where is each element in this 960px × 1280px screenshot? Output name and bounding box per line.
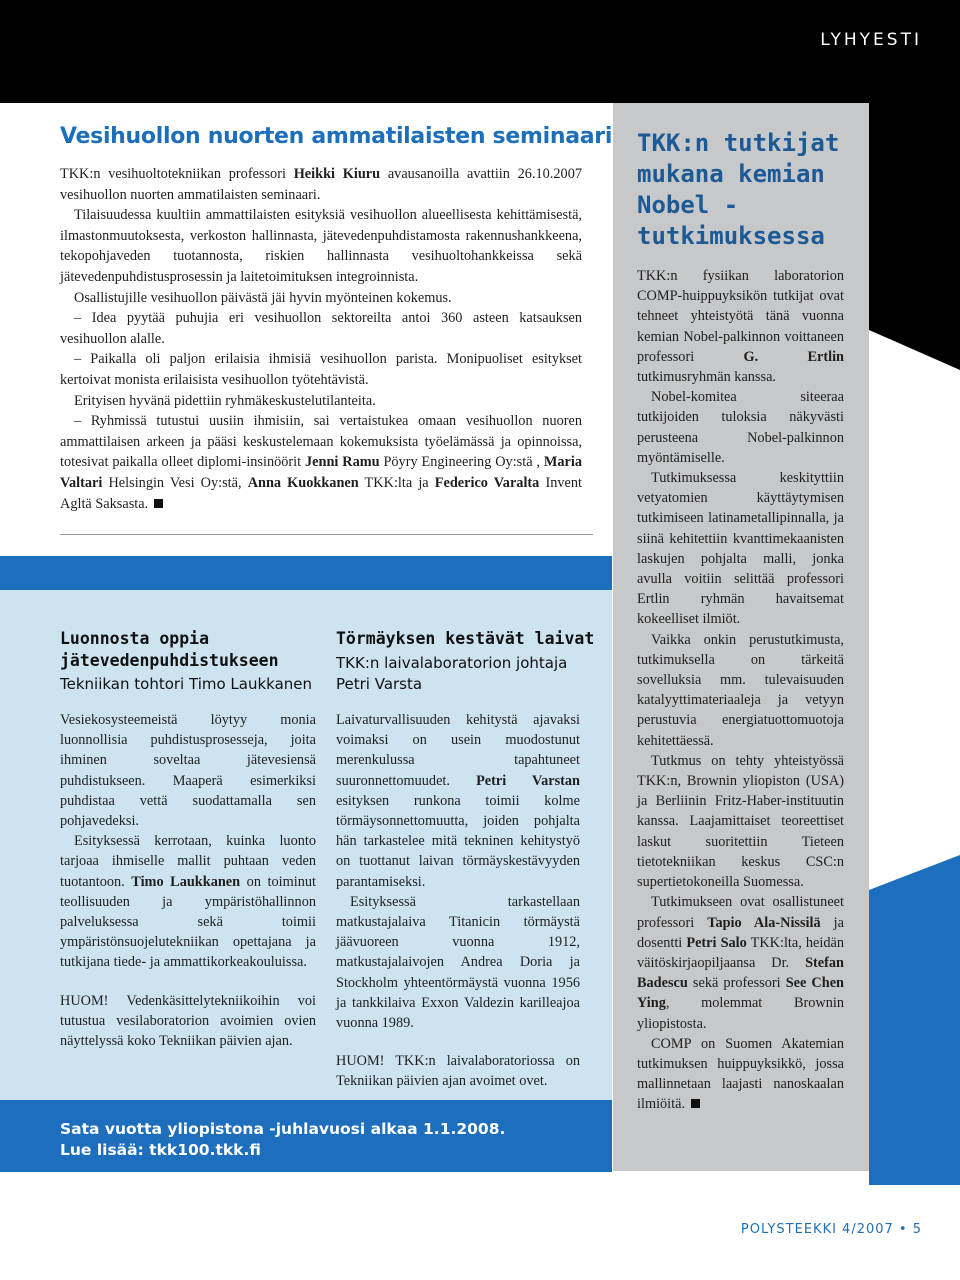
sidebar-paragraph: Tutkimukseen ovat osallistuneet professori Tapio Ala-Nissilä ja dosentti Petri Salo TKK:lta, heidän väitöskirjaopiljaansa Dr. Stefan Badescu sekä professori See Chen Ying, molemmat Brownin yliopistosta. — [637, 894, 844, 1032]
sidebar-paragraph: Tutkmus on tehty yhteistyössä TKK:n, Brownin yliopiston (USA) ja Berliinin Fritz-Haber-instituutin kanssa. Laajamittaiset teoreettiset laskut suoritettiin Tieteen tietotekniikan keskus CSC:n supertietokoneilla Suomessa. — [637, 752, 844, 891]
box-left-subtitle: Tekniikan tohtori Timo Laukkanen — [60, 675, 313, 693]
end-mark-icon — [691, 1099, 700, 1108]
sidebar-title: TKK:n tutkijat mukana kemian Nobel -tutkimuksessa — [637, 129, 840, 250]
end-mark-icon — [154, 499, 163, 508]
box-paragraph: Esityksessä tarkastellaan matkustajalaiva Titanicin törmäystä jäävuoreen vuonna 1912, matkustajalaivojen Andrea Doria ja Stockholm yhteentörmäystä vuonna 1956 ja tankkilaiva Exxon Valdezin karilleajoa vuonna 1989. — [336, 893, 580, 1032]
box-right-subtitle: TKK:n laivalaboratorion johtaja Petri Varsta — [336, 654, 568, 693]
article-paragraph: – Idea pyytää puhujia eri vesihuollon sektoreilta antoi 360 asteen katsauksen vesihuollon alalle. — [60, 310, 582, 347]
sidebar-paragraph: Nobel-komitea siteeraa tutkijoiden tuloksia näkyvästi perusteena Nobel-palkinnon myöntämiselle. — [637, 389, 844, 466]
article-body — [60, 164, 582, 514]
article-title: Vesihuollon nuorten ammatilaisten seminaari — [60, 124, 613, 149]
footer-banner-link[interactable]: Lue lisää: tkk100.tkk.fi — [60, 1141, 261, 1159]
page-footer: POLYSTEEKKI 4/2007 • 5 — [740, 1222, 922, 1237]
sidebar-paragraph: TKK:n fysiikan laboratorion COMP-huippuyksikön tutkijat ovat tehneet yhteistyötä tänä vuonna kemian Nobel-palkinnon voittaneen professori G. Ertlin tutkimusryhmän kanssa. — [637, 268, 844, 386]
blue-band — [0, 556, 612, 590]
article-paragraph: – Ryhmissä tutustui uusiin ihmisiin, sai vertaistukea omaan vesihuollon nuoren ammattilaisen arkeen ja pääsi keskustelemaan kokemuksista työelämässä ja opinnoissa, totesivat paikalla olleet diplomi-insinöörit Jenni Ramu Pöyry Engineering Oy:stä , Maria Valtari Helsingin Vesi Oy:stä, Anna Kuokkanen TKK:lta ja Federico Varalta Invent Agltä Saksasta. — [60, 413, 582, 512]
box-right-body — [336, 710, 580, 1092]
box-right-title: Törmäyksen kestävät laivat — [336, 629, 595, 648]
article-paragraph: Tilaisuudessa kuultiin ammattilaisten esityksiä vesihuollon alueellisesta kehittämisestä, ilmastonmuutoksesta, verkoston hallinnasta, jätevedenpuhdistamosta rakennushankkeena, tekopohjaveden tuotannosta, riskien hallinnasta vesihuoltohankkeissa sekä jätevedenpuhdistusprosessin ja laitetoimituksen integroinnista. — [60, 207, 582, 285]
section-label: LYHYESTI — [820, 30, 922, 50]
article-paragraph: TKK:n vesihuoltotekniikan professori Heikki Kiuru avausanoilla avattiin 26.10.2007 vesihuollon nuorten ammatilaisten seminaari. — [60, 166, 582, 203]
box-paragraph: HUOM! Vedenkäsittelytekniikoihin voi tutustua vesilaboratorion avoimien ovien näyttelyssä koko Tekniikan päivien ajan. — [60, 992, 316, 1050]
box-paragraph: Vesiekosysteemeistä löytyy monia luonnollisia puhdistusprosesseja, joita ihminen soveltaa jätevesiensä puhdistukseen. Maaperä esimerkiksi puhdistaa vettä suodattamalla sen pohjavedeksi. — [60, 712, 316, 830]
sidebar-paragraph: Tutkimuksessa keskityttiin vetyatomien käyttäytymisen tutkimiseen latinametallipinnalla, ja siinä kehitettiin kvanttimekaanisten laskujen pohjalta malli, jonka avulla voitiin selittää professori Ertlin ryhmän havaitsemat kokeelliset ilmiöt. — [637, 470, 844, 628]
sidebar-paragraph: Vaikka onkin perustutkimusta, tutkimuksella on tärkeitä sovelluksia mm. tulevaisuuden katalyyttimateriaaleja ja vetyyn perustuvia energiatuottomuotoja kehitettäessä. — [637, 631, 844, 749]
sidebar-paragraph: COMP on Suomen Akatemian tutkimuksen huippuyksikkö, jossa mallinnetaan laajasti nanoskaalan ilmiöitä. — [637, 1035, 844, 1113]
article-paragraph: Osallistujille vesihuollon päivästä jäi hyvin myönteinen kokemus. — [74, 289, 452, 306]
top-black-bar — [0, 0, 960, 103]
article-paragraph: Erityisen hyvänä pidettiin ryhmäkeskustelutilanteita. — [74, 392, 376, 409]
sidebar-body — [637, 266, 844, 1115]
divider — [60, 534, 593, 535]
box-left-title: Luonnosta oppia jätevedenpuhdistukseen — [60, 629, 279, 670]
footer-banner-line: Sata vuotta yliopistona -juhlavuosi alkaa 1.1.2008. — [60, 1120, 506, 1138]
box-left-body — [60, 710, 316, 1051]
box-paragraph: Esityksessä kerrotaan, kuinka luonto tarjoaa ihmiselle mallit puhtaan veden tuotantoon. Timo Laukkanen on toiminut teollisuuden ja ympäristöhallinnon palveluksessa sekä toimii ympäristönsuojelutekniikan opettajana ja tutkijana tiede- ja ammattikorkeakouluissa. — [60, 833, 316, 971]
article-paragraph: – Paikalla oli paljon erilaisia ihmisiä vesihuollon parista. Monipuoliset esitykset kertoivat monista erilaisista vesihuollon työtehtävistä. — [60, 351, 582, 388]
box-paragraph: Laivaturvallisuuden kehitystä ajavaksi voimaksi on usein muodostunut merenkulussa tapahtuneet suuronnettomuudet. Petri Varstan esityksen runkona toimii kolme törmäysonnettomuutta, joiden pohjalta hän tarkastelee mitä tekninen kehitystyö on tuottanut laivan törmäyskestävyyden parantamiseksi. — [336, 712, 580, 890]
box-paragraph: HUOM! TKK:n laivalaboratoriossa on Tekniikan päivien ajan avoimet ovet. — [336, 1053, 580, 1090]
